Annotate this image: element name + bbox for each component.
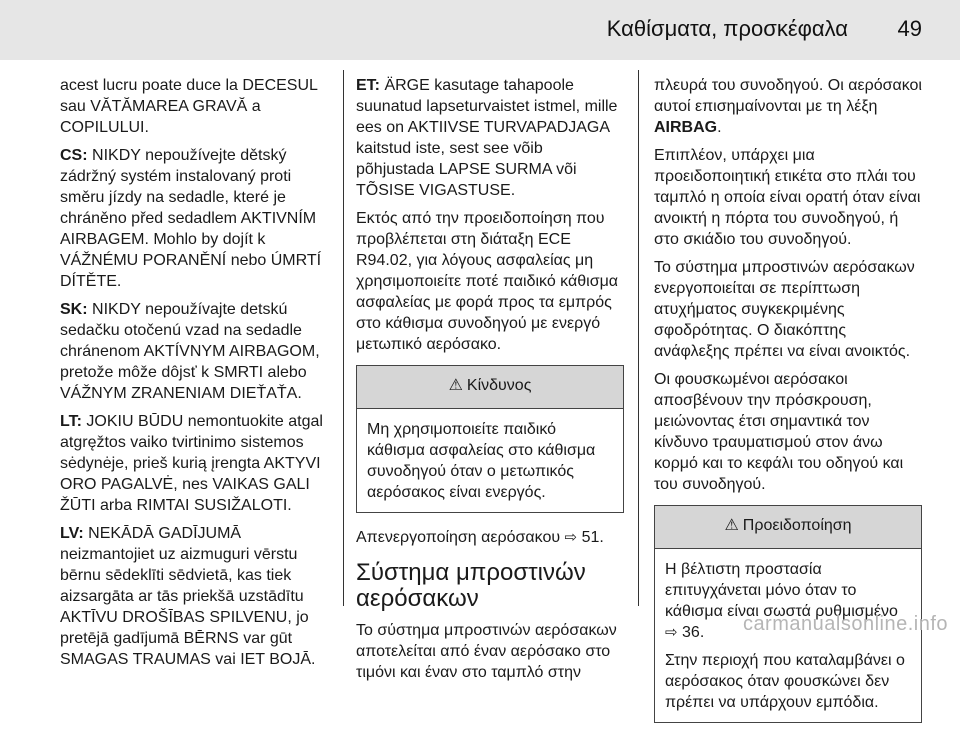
- paragraph-punctuation: .: [717, 119, 722, 136]
- section-paragraph: Το σύστημα μπροστινών αερόσακων αποτελείται από έναν αερόσακο στο τιμόνι και έναν στο ταμπλό στην: [356, 622, 617, 681]
- warning-text: NIKDY nepoužívejte dětský zádržný systém instalovaný proti směru jízdy na sedadle, které je chráněno před sedadlem AKTIVNÍM AIRBAGEM. Mohlo by dojít k VÁŽNÉMU PORANĚNÍ nebo ÚMRTÍ DÍTĚTE.: [60, 147, 322, 290]
- warning-text: NEKĀDĀ GADĪJUMĀ neizmantojiet uz aizmuguri vērstu bērnu sēdeklīti sēdvietā, kas tiek aizsargāta ar tās priekšā uzstādītu AKTĪVU DROŠĪBAS SPILVENU, jo pretējā gadījumā BĒRNS var gūt SMAGAS TRAUMAS vai IET BOJĀ.: [60, 525, 316, 668]
- language-code: LT:: [60, 413, 82, 430]
- page-header: [0, 0, 960, 60]
- deactivation-reference: [356, 527, 624, 548]
- page-title: Καθίσματα, προσκέφαλα: [606, 16, 848, 41]
- language-code: SK:: [60, 301, 88, 318]
- airbag-word: AIRBAG: [654, 119, 718, 136]
- ece-paragraph: Εκτός από την προειδοποίηση που προβλέπεται στη διάταξη ECE R94.02, για λόγους ασφαλείας μη χρησιμοποιείτε ποτέ παιδικό κάθισμα ασφαλείας με φορά προς τα εμπρός στο κάθισμα συνοδηγού με ενεργό μετωπικό αερόσακο.: [356, 210, 619, 353]
- danger-box-text: Μη χρησιμοποιείτε παιδικό κάθισμα ασφαλείας στο κάθισμα συνοδηγού όταν ο μετωπικός αερόσακος είναι ενεργός.: [367, 421, 596, 501]
- danger-box-body: [357, 409, 623, 512]
- warning-sk: [60, 299, 332, 404]
- airbag-label-paragraph: [654, 75, 922, 138]
- watermark-text: carmanualsonline.info: [742, 613, 948, 635]
- language-code: LV:: [60, 525, 84, 542]
- warning-text: NIKDY nepoužívajte detskú sedačku otočenú vzad na sedadle chránenom AKTÍVNYM AIRBAGOM, pretože môže dôjsť k SMRTI alebo VÁŽNYM ZRANENIAM DIEŤAŤA.: [60, 301, 320, 402]
- warning-et: [356, 75, 624, 201]
- warning-label-paragraph: Επιπλέον, υπάρχει μια προειδοποιητική ετικέτα στο πλάι του ταμπλό η οποία είναι ορατή όταν είναι ανοικτή η πόρτα του συνοδηγού, ή στο σκιάδιο του συνοδηγού.: [654, 147, 921, 248]
- activation-paragraph: Το σύστημα μπροστινών αερόσακων ενεργοποιείται σε περίπτωση ατυχήματος συγκεκριμένης σφοδρότητας. Ο διακόπτης ανάφλεξης πρέπει να είναι ανοικτός.: [654, 259, 915, 360]
- intro-paragraph: acest lucru poate duce la DECESUL sau VĂTĂMAREA GRAVĂ a COPILULUI.: [60, 77, 318, 136]
- danger-box-title: Κίνδυνος: [466, 377, 532, 394]
- column-1: [60, 75, 332, 677]
- page-ref-arrow-icon: ⇨: [665, 624, 678, 641]
- warning-box-header: [655, 506, 921, 549]
- language-code: CS:: [60, 147, 88, 164]
- warning-box-title: Προειδοποίηση: [742, 517, 852, 534]
- warning-text: ÄRGE kasutage tahapoole suunatud lapseturvaistet istmel, mille ees on AKTIIVSE TURVAPADJAGA kaitstud iste, sest see võib põhjustada LAPSE SURMA või TÕSISE VIGASTUSE.: [356, 77, 618, 199]
- protection-paragraph: Οι φουσκωμένοι αερόσακοι αποσβένουν την πρόσκρουση, μειώνοντας έτσι σημαντικά τον κίνδυνο τραυματισμού στον άνω κορμό και το κεφάλι του οδηγού και του συνοδηγού.: [654, 371, 904, 493]
- warning-lv: [60, 523, 332, 670]
- warning-triangle-icon: ⚠: [448, 377, 463, 394]
- column-divider: [343, 70, 344, 606]
- language-code: ET:: [356, 77, 380, 94]
- danger-box-header: [357, 366, 623, 409]
- deactivation-page-ref[interactable]: 51.: [581, 529, 604, 546]
- seat-page-ref[interactable]: 36.: [682, 624, 705, 641]
- paragraph-text: πλευρά του συνοδηγού. Οι αερόσακοι αυτοί επισημαίνονται με τη λέξη: [654, 77, 922, 115]
- warning-box-text-2: Στην περιοχή που καταλαμβάνει ο αερόσακος όταν φουσκώνει δεν πρέπει να υπάρχουν εμπόδια.: [665, 652, 905, 711]
- page-footer: [0, 604, 960, 642]
- warning-text: JOKIU BŪDU nemontuokite atgal atgręžtos vaiko tvirtinimo sistemos sėdynėje, prieš kurią įrengta AKTYVI ORO PAGALVĖ, nes VAIKAS GALI ŽŪTI arba RIMTAI SUSIŽALOTI.: [60, 413, 323, 514]
- deactivation-link[interactable]: Απενεργοποίηση αερόσακου: [356, 529, 561, 546]
- section-heading: Σύστημα μπροστινών αερόσακων: [356, 559, 586, 612]
- column-divider: [638, 70, 639, 606]
- page-number: 49: [897, 16, 922, 41]
- warning-lt: [60, 411, 332, 516]
- warning-cs: [60, 145, 332, 292]
- warning-triangle-icon: ⚠: [724, 517, 739, 534]
- column-2: [356, 75, 624, 690]
- page-ref-arrow-icon: ⇨: [564, 529, 578, 546]
- danger-box: [356, 365, 624, 513]
- box-text: Η βέλτιστη προστασία επιτυγχάνεται μόνο όταν το κάθισμα είναι σωστά ρυθμισμένο: [665, 561, 898, 620]
